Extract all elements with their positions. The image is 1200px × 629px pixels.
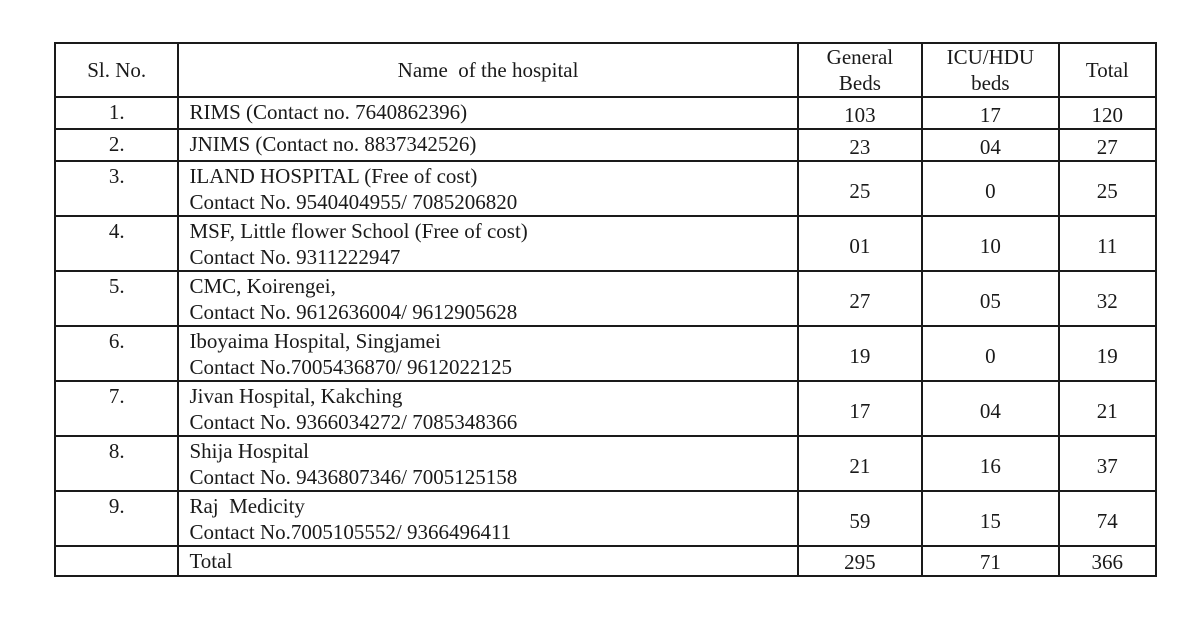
row-icu-beds: 16 bbox=[922, 436, 1058, 491]
row-sl-no: 2. bbox=[55, 129, 178, 161]
hospital-name-line: Iboyaima Hospital, Singjamei bbox=[189, 329, 441, 353]
row-icu-beds: 05 bbox=[922, 271, 1058, 326]
row-hospital-name bbox=[178, 436, 797, 491]
row-general-beds: 59 bbox=[798, 491, 922, 546]
total-general-beds: 295 bbox=[798, 546, 922, 576]
table-row bbox=[55, 381, 1156, 436]
header-icu-line1: ICU/HDU bbox=[946, 45, 1035, 69]
table-total-row bbox=[55, 546, 1156, 576]
row-general-beds: 01 bbox=[798, 216, 922, 271]
hospital-name-line: MSF, Little flower School (Free of cost) bbox=[189, 219, 528, 243]
hospital-beds-table bbox=[54, 42, 1157, 577]
row-sl-no: 9. bbox=[55, 491, 178, 546]
row-general-beds: 21 bbox=[798, 436, 922, 491]
table-row bbox=[55, 161, 1156, 216]
row-total-beds: 25 bbox=[1059, 161, 1156, 216]
total-row-label: Total bbox=[178, 546, 797, 576]
row-general-beds: 23 bbox=[798, 129, 922, 161]
row-general-beds: 19 bbox=[798, 326, 922, 381]
hospital-name-line: CMC, Koirengei, bbox=[189, 274, 336, 298]
hospital-name-line: Raj Medicity bbox=[189, 494, 305, 518]
hospital-contact-line: Contact No. 9436807346/ 7005125158 bbox=[189, 465, 518, 489]
hospital-contact-line: Contact No.7005105552/ 9366496411 bbox=[189, 520, 512, 544]
row-total-beds: 37 bbox=[1059, 436, 1156, 491]
table-row bbox=[55, 216, 1156, 271]
row-icu-beds: 0 bbox=[922, 161, 1058, 216]
row-sl-no: 8. bbox=[55, 436, 178, 491]
hospital-contact-line: Contact No. 9612636004/ 9612905628 bbox=[189, 300, 518, 324]
row-icu-beds: 04 bbox=[922, 381, 1058, 436]
hospital-name-line: Jivan Hospital, Kakching bbox=[189, 384, 403, 408]
row-general-beds: 27 bbox=[798, 271, 922, 326]
row-icu-beds: 17 bbox=[922, 97, 1058, 129]
row-hospital-name bbox=[178, 326, 797, 381]
hospital-name-line: RIMS (Contact no. 7640862396) bbox=[189, 100, 468, 124]
header-hospital-name: Name of the hospital bbox=[178, 43, 797, 97]
header-icu-hdu-beds bbox=[922, 43, 1058, 97]
row-icu-beds: 0 bbox=[922, 326, 1058, 381]
header-icu-line2: beds bbox=[971, 71, 1010, 95]
row-hospital-name bbox=[178, 129, 797, 161]
row-sl-no: 3. bbox=[55, 161, 178, 216]
row-general-beds: 17 bbox=[798, 381, 922, 436]
header-sl-no: Sl. No. bbox=[55, 43, 178, 97]
row-icu-beds: 10 bbox=[922, 216, 1058, 271]
row-sl-no: 5. bbox=[55, 271, 178, 326]
row-sl-no: 7. bbox=[55, 381, 178, 436]
row-icu-beds: 04 bbox=[922, 129, 1058, 161]
hospital-contact-line: Contact No.7005436870/ 9612022125 bbox=[189, 355, 513, 379]
row-total-beds: 32 bbox=[1059, 271, 1156, 326]
hospital-contact-line: Contact No. 9311222947 bbox=[189, 245, 401, 269]
hospital-name-line: Shija Hospital bbox=[189, 439, 310, 463]
total-row-empty-cell bbox=[55, 546, 178, 576]
row-sl-no: 6. bbox=[55, 326, 178, 381]
hospital-beds-document bbox=[54, 42, 1157, 577]
hospital-name-line: JNIMS (Contact no. 8837342526) bbox=[189, 132, 477, 156]
table-row bbox=[55, 97, 1156, 129]
hospital-name-line: ILAND HOSPITAL (Free of cost) bbox=[189, 164, 478, 188]
row-sl-no: 1. bbox=[55, 97, 178, 129]
row-hospital-name bbox=[178, 271, 797, 326]
hospital-contact-line: Contact No. 9540404955/ 7085206820 bbox=[189, 190, 518, 214]
header-general-line1: General bbox=[826, 45, 894, 69]
total-icu-beds: 71 bbox=[922, 546, 1058, 576]
row-icu-beds: 15 bbox=[922, 491, 1058, 546]
row-general-beds: 103 bbox=[798, 97, 922, 129]
table-row bbox=[55, 436, 1156, 491]
row-total-beds: 11 bbox=[1059, 216, 1156, 271]
row-total-beds: 21 bbox=[1059, 381, 1156, 436]
row-total-beds: 74 bbox=[1059, 491, 1156, 546]
row-hospital-name bbox=[178, 97, 797, 129]
row-hospital-name bbox=[178, 161, 797, 216]
row-hospital-name bbox=[178, 491, 797, 546]
table-row bbox=[55, 326, 1156, 381]
table-row bbox=[55, 129, 1156, 161]
row-general-beds: 25 bbox=[798, 161, 922, 216]
row-total-beds: 19 bbox=[1059, 326, 1156, 381]
row-total-beds: 27 bbox=[1059, 129, 1156, 161]
header-total: Total bbox=[1059, 43, 1156, 97]
header-general-beds bbox=[798, 43, 922, 97]
hospital-contact-line: Contact No. 9366034272/ 7085348366 bbox=[189, 410, 518, 434]
row-hospital-name bbox=[178, 216, 797, 271]
total-all-beds: 366 bbox=[1059, 546, 1156, 576]
row-hospital-name bbox=[178, 381, 797, 436]
table-row bbox=[55, 271, 1156, 326]
row-sl-no: 4. bbox=[55, 216, 178, 271]
header-general-line2: Beds bbox=[838, 71, 881, 95]
table-header-row bbox=[55, 43, 1156, 97]
row-total-beds: 120 bbox=[1059, 97, 1156, 129]
table-row bbox=[55, 491, 1156, 546]
